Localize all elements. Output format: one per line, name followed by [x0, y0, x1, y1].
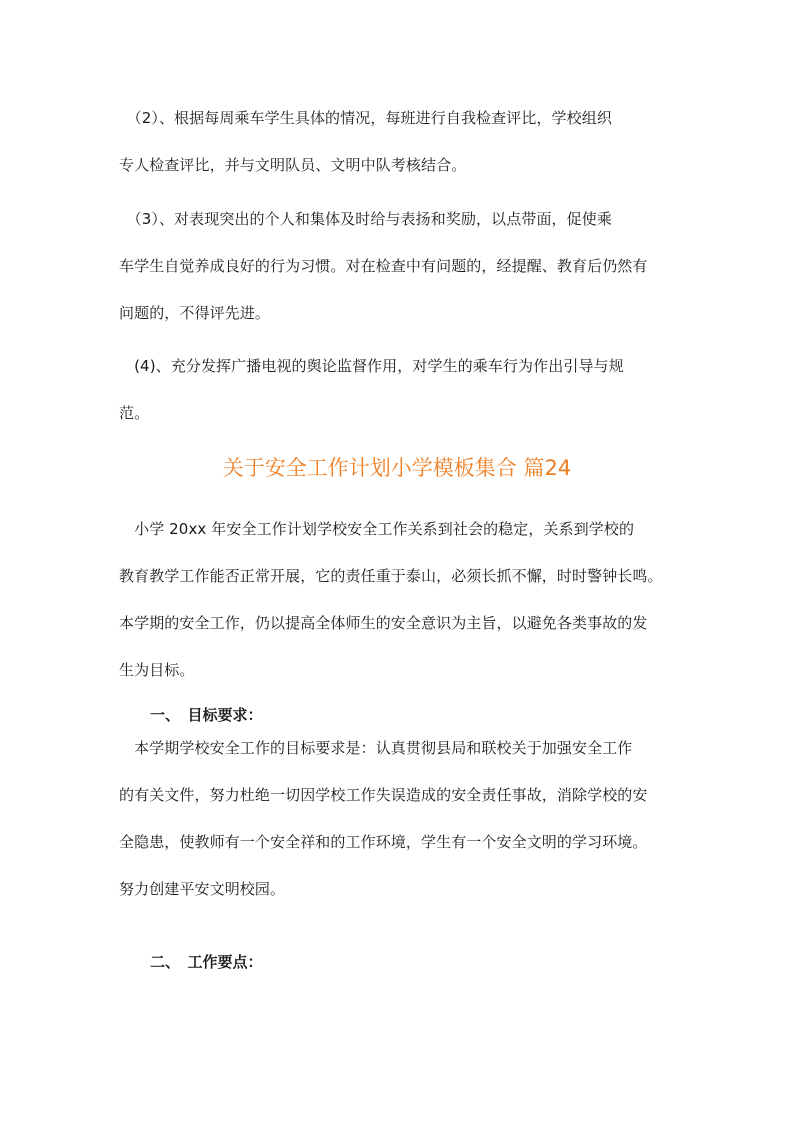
paragraph-line: 教育教学工作能否正常开展，它的责任重于泰山，必须长抓不懈，时时警钟长鸣。 [119, 567, 663, 585]
paragraph-line: 全隐患，使教师有一个安全祥和的工作环境，学生有一个安全文明的学习环境。 [119, 833, 648, 851]
paragraph-4 [119, 343, 675, 437]
paragraph-line: 努力创建平安文明校园。 [119, 880, 286, 898]
goals-paragraph [119, 725, 675, 913]
paragraph-3 [119, 196, 675, 337]
section-heading: 关于安全工作计划小学模板集合 篇24 [222, 456, 572, 480]
paragraph-line: 生为目标。 [119, 661, 195, 679]
subheading-key-points: 二、 工作要点： [150, 953, 263, 971]
paragraph-2 [119, 95, 675, 189]
paragraph-line: (4)、充分发挥广播电视的舆论监督作用，对学生的乘车行为作出引导与规 [119, 357, 624, 375]
paragraph-line: 小学 20xx 年安全工作计划学校安全工作关系到社会的稳定，关系到学校的 [119, 520, 635, 538]
paragraph-line: 本学期的安全工作，仍以提高全体师生的安全意识为主旨，以避免各类事故的发 [119, 614, 648, 632]
intro-paragraph [119, 506, 675, 694]
paragraph-line: （2）、根据每周乘车学生具体的情况，每班进行自我检查评比，学校组织 [119, 109, 612, 127]
paragraph-line: 车学生自觉养成良好的行为习惯。对在检查中有问题的，经提醒、教育后仍然有 [119, 257, 648, 275]
paragraph-line: 本学期学校安全工作的目标要求是：认真贯彻县局和联校关于加强安全工作 [119, 739, 633, 757]
paragraph-line: 问题的，不得评先进。 [119, 304, 271, 322]
paragraph-line: 范。 [119, 404, 150, 422]
subheading-goals: 一、 目标要求： [150, 706, 263, 724]
paragraph-line: 专人检查评比，并与文明队员、文明中队考核结合。 [119, 156, 467, 174]
paragraph-line: （3）、对表现突出的个人和集体及时给与表扬和奖励，以点带面，促使乘 [119, 210, 612, 228]
paragraph-line: 的有关文件，努力杜绝一切因学校工作失误造成的安全责任事故，消除学校的安 [119, 786, 648, 804]
